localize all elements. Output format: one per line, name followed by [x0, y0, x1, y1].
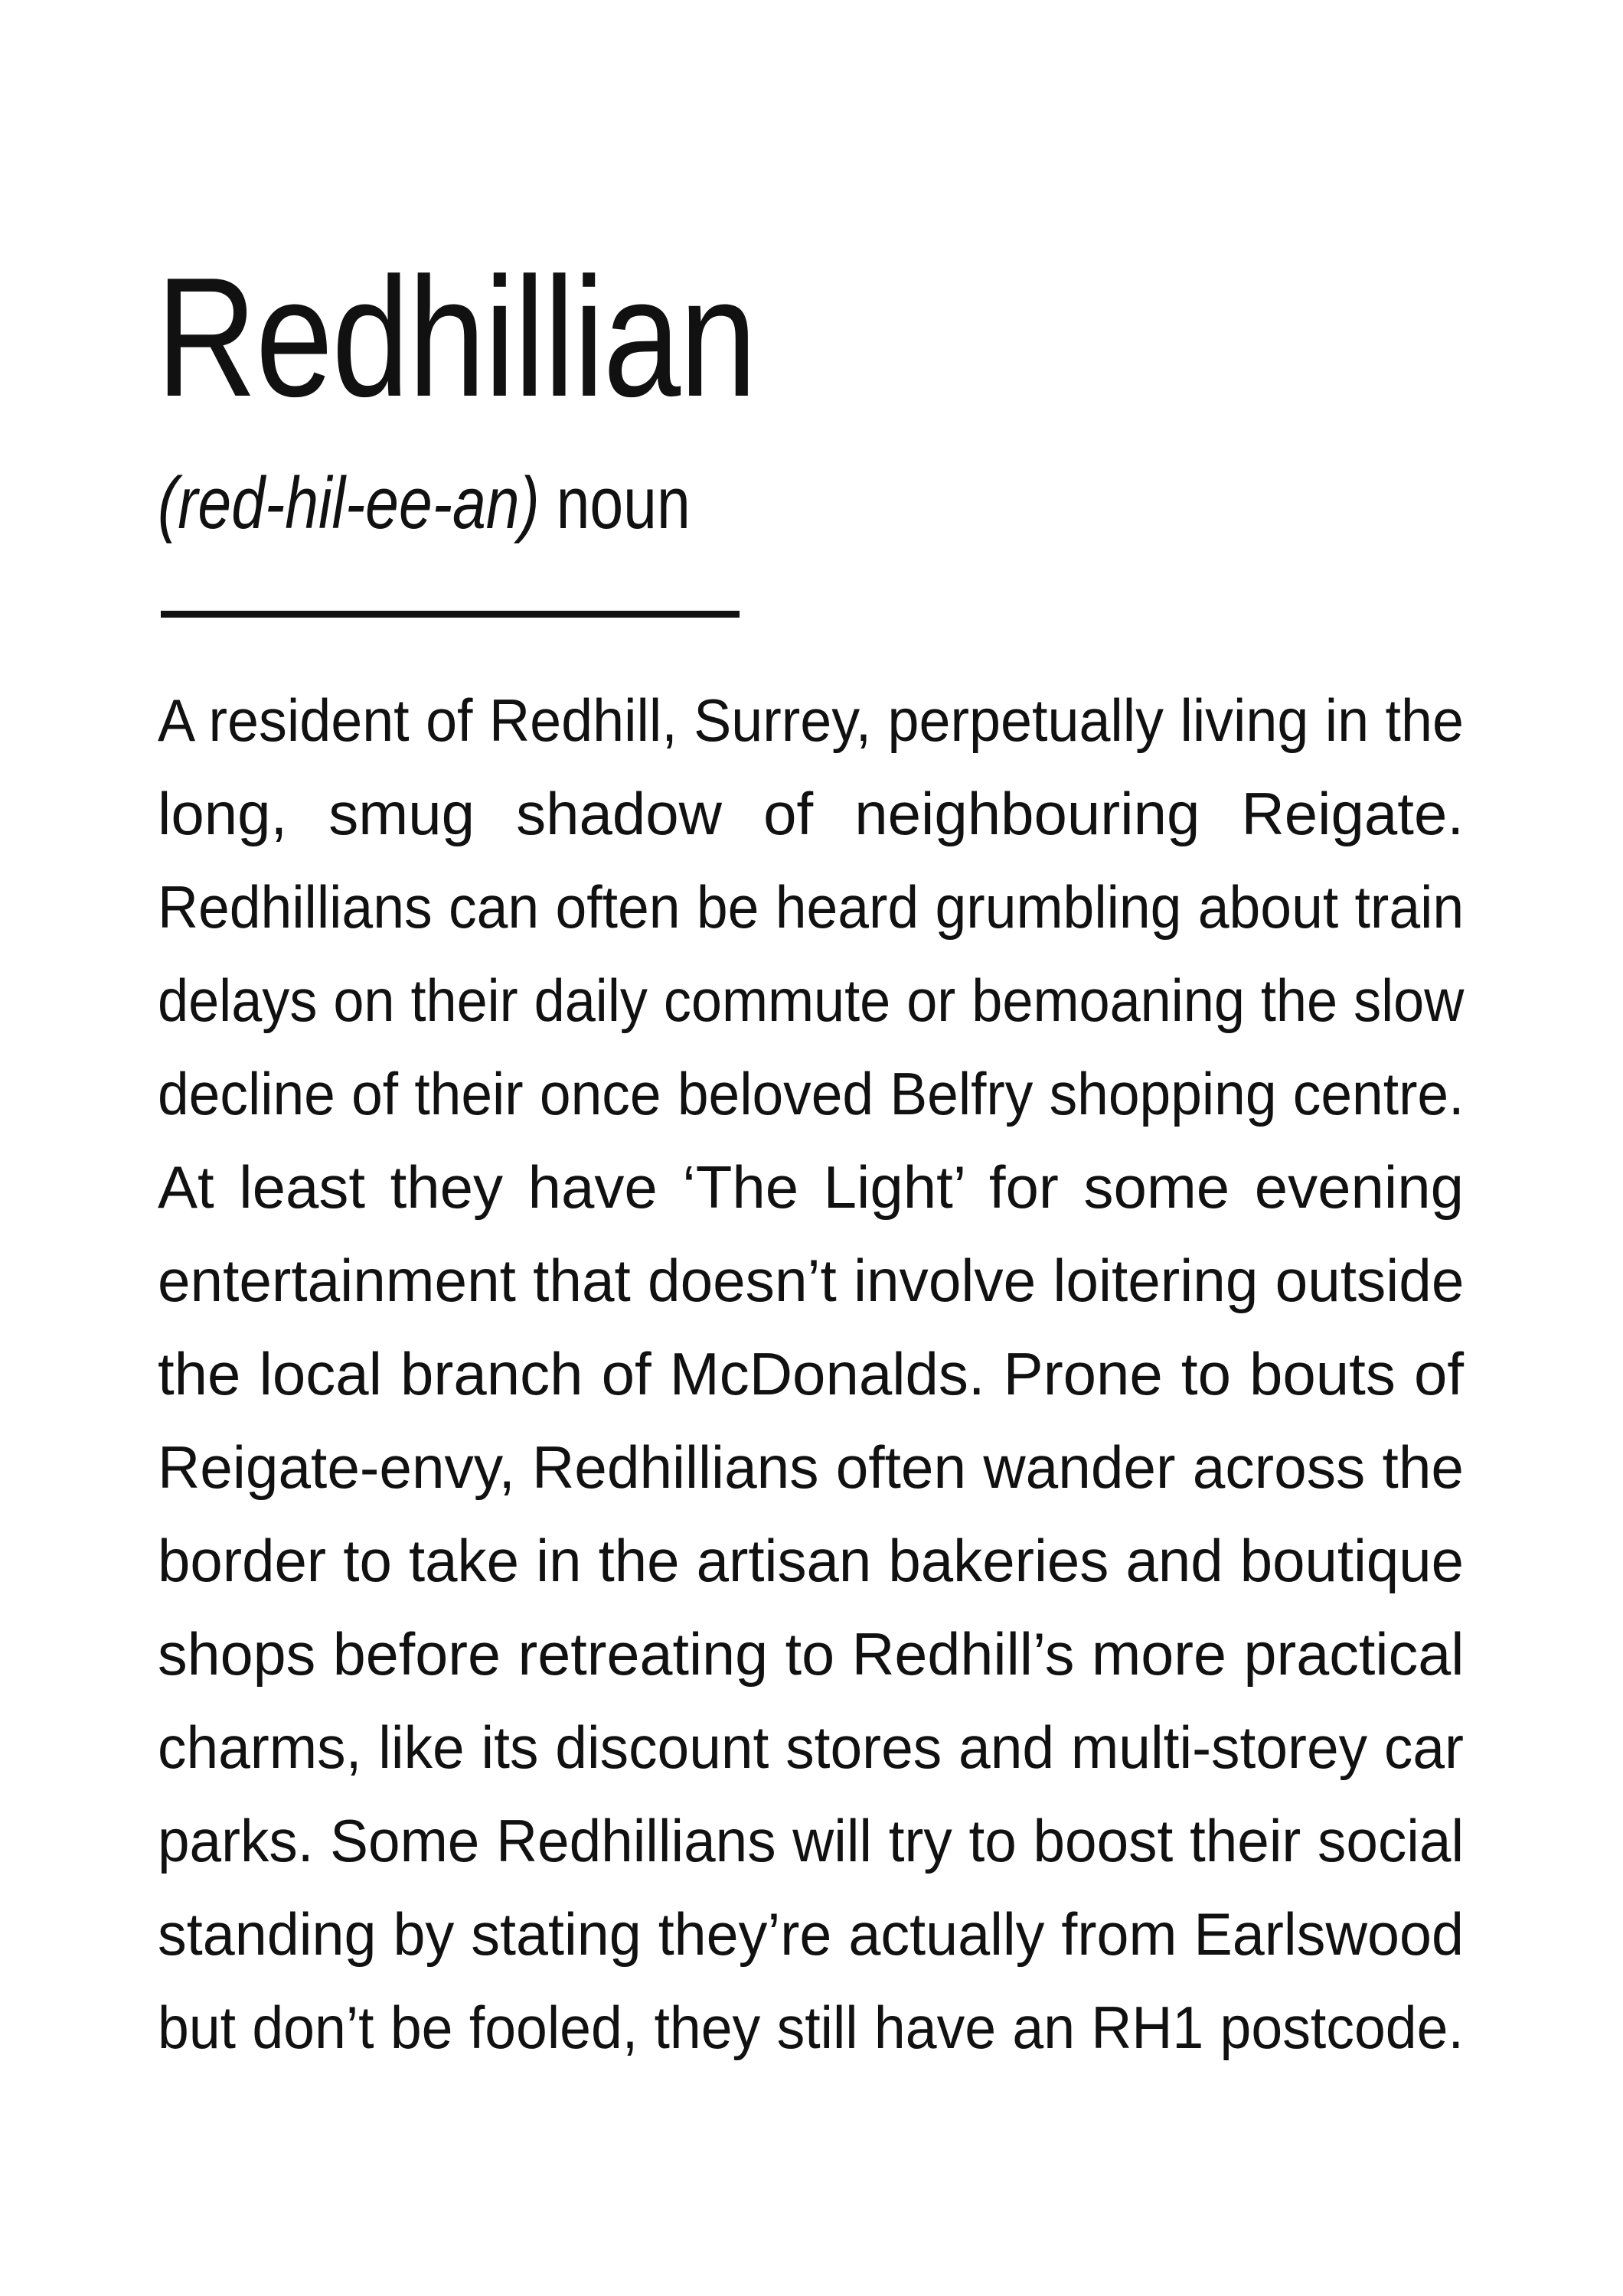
divider-rule: [161, 611, 740, 618]
definition-line: decline of their once beloved Belfry shopping centre.: [158, 1060, 1465, 1127]
definition-line: border to take in the artisan bakeries and boutique: [158, 1527, 1464, 1594]
definition-line: delays on their daily commute or bemoaning the slow: [158, 967, 1465, 1034]
definition-line: A resident of Redhill, Surrey, perpetually living in the: [158, 687, 1464, 754]
pronunciation: (red-hil-ee-an): [158, 462, 540, 544]
definition-line: standing by stating they’re actually from Earlswood: [158, 1900, 1464, 1968]
definition-line: but don’t be fooled, they still have an RH1 postcode.: [158, 1994, 1464, 2061]
definition-line: long, smug shadow of neighbouring Reigate.: [158, 780, 1464, 847]
headword: Redhillian: [156, 243, 756, 432]
definition-line: parks. Some Redhillians will try to boost their social: [158, 1807, 1465, 1874]
definition-line: Reigate-envy, Redhillians often wander across the: [158, 1433, 1464, 1501]
definition-line: shops before retreating to Redhill’s more practical: [158, 1620, 1465, 1688]
definition-line: entertainment that doesn’t involve loitering outside: [158, 1247, 1465, 1314]
definition-text: [158, 673, 1464, 2074]
definition-line: At least they have ‘The Light’ for some evening: [158, 1153, 1464, 1221]
definition-line: the local branch of McDonalds. Prone to bouts of: [158, 1340, 1464, 1407]
word-class: noun: [556, 462, 691, 544]
definition-line: Redhillians can often be heard grumbling about train: [158, 873, 1465, 941]
pronunciation-line: [158, 462, 691, 544]
definition-line: charms, like its discount stores and multi-storey car: [158, 1714, 1464, 1781]
